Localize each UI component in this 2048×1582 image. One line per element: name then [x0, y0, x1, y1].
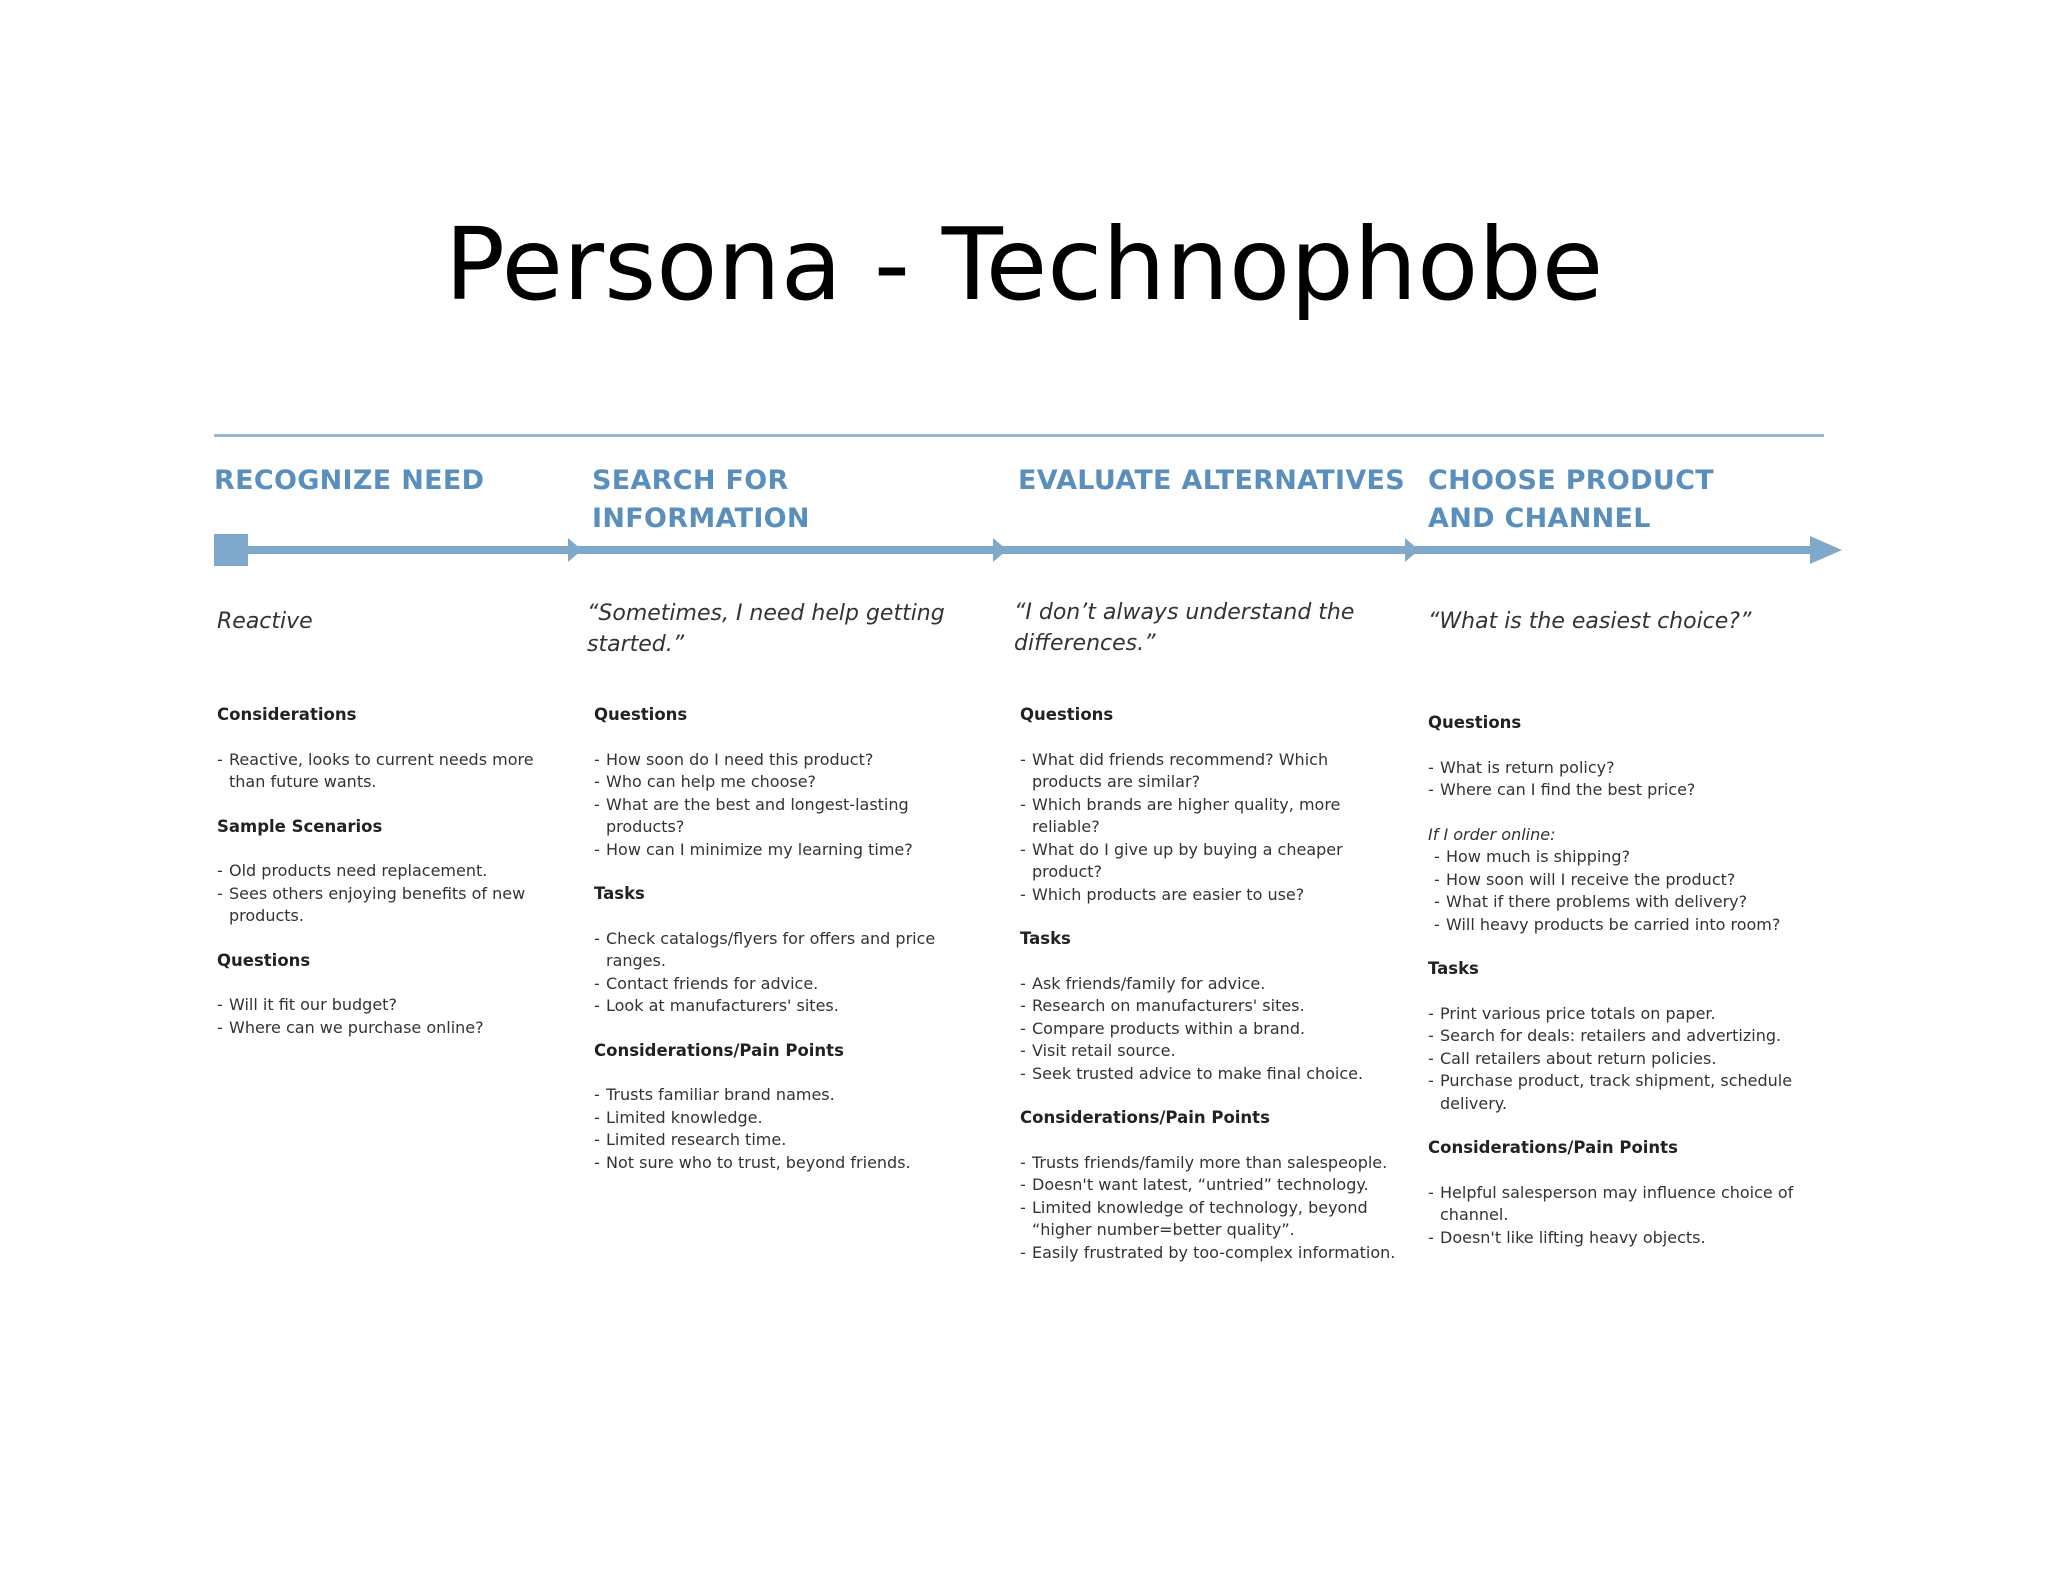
list-item: - Ask friends/family for advice.: [1020, 973, 1400, 996]
list-item: - How can I minimize my learning time?: [594, 839, 954, 862]
list-item: - Contact friends for advice.: [594, 973, 954, 996]
item-list: [594, 928, 954, 1018]
top-divider: [214, 434, 1824, 437]
list-item: - Limited knowledge.: [594, 1107, 954, 1130]
section-title: Questions: [1428, 713, 1522, 732]
section-title: Questions: [217, 950, 311, 970]
section-tasks: [1020, 928, 1400, 1085]
list-item: - What is return policy?: [1428, 757, 1808, 780]
list-item: - Where can I find the best price?: [1428, 779, 1808, 802]
stage-recognize-need: [214, 462, 604, 500]
section-title: Questions: [1020, 705, 1114, 724]
list-item: - Call retailers about return policies.: [1428, 1048, 1808, 1071]
section-tasks: [594, 883, 954, 1018]
journey-map: [214, 434, 1844, 1314]
list-item: - What do I give up by buying a cheaper product?: [1020, 839, 1400, 884]
stage-body-search-for-information: [594, 704, 954, 1196]
list-item: - Seek trusted advice to make final choice.: [1020, 1063, 1400, 1086]
stage-heading: RECOGNIZE NEED: [214, 465, 485, 496]
section-considerations: [217, 704, 557, 794]
section-title: Considerations: [217, 705, 357, 724]
list-item: - Helpful salesperson may influence choice of channel.: [1428, 1182, 1808, 1227]
list-item: - Look at manufacturers' sites.: [594, 995, 954, 1018]
item-list: [1020, 973, 1400, 1086]
list-item: - Limited research time.: [594, 1129, 954, 1152]
list-item: - How soon will I receive the product?: [1434, 869, 1808, 892]
stage-choose-product-and-channel: [1428, 462, 1788, 538]
list-item: - Print various price totals on paper.: [1428, 1003, 1808, 1026]
list-item: - Easily frustrated by too-complex information.: [1020, 1242, 1400, 1265]
section-title: Tasks: [594, 884, 645, 903]
timeline-start-marker: [214, 534, 248, 566]
list-item: - Which brands are higher quality, more reliable?: [1020, 794, 1400, 839]
list-item: - Reactive, looks to current needs more than future wants.: [217, 749, 557, 794]
slide-title: Persona - Technophobe: [444, 206, 1604, 323]
stage-body-recognize-need: [217, 704, 557, 1061]
list-item: - Old products need replacement.: [217, 860, 557, 883]
item-list: [217, 994, 557, 1039]
list-item: - Will it fit our budget?: [217, 994, 557, 1017]
item-list: [1020, 749, 1400, 907]
stage-quote: “I don’t always understand the differences.”: [1014, 600, 1355, 656]
section-title: Tasks: [1428, 959, 1479, 978]
section-pain-points: [594, 1040, 954, 1175]
stage-body-choose-product-and-channel: [1428, 712, 1808, 1271]
timeline-arrowhead: [1810, 536, 1842, 564]
item-list: [1428, 757, 1808, 802]
list-item: - How much is shipping?: [1434, 846, 1808, 869]
stage-heading: EVALUATE ALTERNATIVES: [1018, 465, 1406, 496]
timeline-chevron-3: [1405, 538, 1419, 562]
stage-evaluate-alternatives: [1018, 462, 1408, 500]
timeline-arrow: [214, 530, 1844, 570]
section-title: Questions: [594, 705, 688, 724]
section-title: Considerations/Pain Points: [1428, 1138, 1678, 1157]
list-item: - Doesn't want latest, “untried” technology.: [1020, 1174, 1400, 1197]
timeline-chevron-2: [993, 538, 1007, 562]
timeline-chevron-1: [568, 538, 582, 562]
section-tasks: [1428, 958, 1808, 1115]
list-item: - Search for deals: retailers and advertizing.: [1428, 1025, 1808, 1048]
stage-body-evaluate-alternatives: [1020, 704, 1400, 1286]
section-title: Considerations/Pain Points: [594, 1040, 844, 1060]
section-questions: [1428, 712, 1808, 936]
list-item: - Doesn't like lifting heavy objects.: [1428, 1227, 1808, 1250]
section-title: Sample Scenarios: [217, 816, 383, 836]
stage-heading: SEARCH FOR INFORMATION: [592, 465, 810, 534]
item-list: [1428, 1003, 1808, 1116]
section-questions: [1020, 704, 1400, 906]
subhead-online-order: If I order online:: [1428, 824, 1556, 844]
list-item: - Trusts friends/family more than salespeople.: [1020, 1152, 1400, 1175]
list-item: - Research on manufacturers' sites.: [1020, 995, 1400, 1018]
item-list: [1428, 1182, 1808, 1250]
list-item: - Compare products within a brand.: [1020, 1018, 1400, 1041]
list-item: - Not sure who to trust, beyond friends.: [594, 1152, 954, 1175]
list-item: - Who can help me choose?: [594, 771, 954, 794]
item-list: [1020, 1152, 1400, 1265]
list-item: - Where can we purchase online?: [217, 1017, 557, 1040]
stage-quote: Reactive: [217, 609, 313, 634]
list-item: - Limited knowledge of technology, beyond “higher number=better quality”.: [1020, 1197, 1400, 1242]
list-item: - Which products are easier to use?: [1020, 884, 1400, 907]
list-item: - Purchase product, track shipment, schedule delivery.: [1428, 1070, 1808, 1115]
section-questions: [217, 950, 557, 1040]
list-item: - What are the best and longest-lasting products?: [594, 794, 954, 839]
section-title: Tasks: [1020, 929, 1071, 948]
stage-heading: CHOOSE PRODUCT AND CHANNEL: [1428, 465, 1714, 534]
section-pain-points: [1428, 1137, 1808, 1249]
stage-quote: “What is the easiest choice?”: [1428, 609, 1752, 634]
item-list: [594, 749, 954, 862]
timeline-line: [244, 546, 1814, 554]
list-item: - Will heavy products be carried into room?: [1434, 914, 1808, 937]
list-item: - What did friends recommend? Which products are similar?: [1020, 749, 1400, 794]
list-item: - What if there problems with delivery?: [1434, 891, 1808, 914]
list-item: - How soon do I need this product?: [594, 749, 954, 772]
item-list: [594, 1084, 954, 1174]
stage-search-for-information: [592, 462, 982, 538]
item-list: [217, 860, 557, 928]
list-item: - Sees others enjoying benefits of new products.: [217, 883, 557, 928]
section-title: Considerations/Pain Points: [1020, 1108, 1270, 1127]
item-list: [1428, 846, 1808, 936]
section-pain-points: [1020, 1107, 1400, 1264]
stage-quote: “Sometimes, I need help getting started.”: [587, 601, 945, 657]
list-item: - Trusts familiar brand names.: [594, 1084, 954, 1107]
section-sample-scenarios: [217, 816, 557, 928]
list-item: - Check catalogs/flyers for offers and price ranges.: [594, 928, 954, 973]
item-list: [217, 749, 557, 794]
list-item: - Visit retail source.: [1020, 1040, 1400, 1063]
section-questions: [594, 704, 954, 861]
